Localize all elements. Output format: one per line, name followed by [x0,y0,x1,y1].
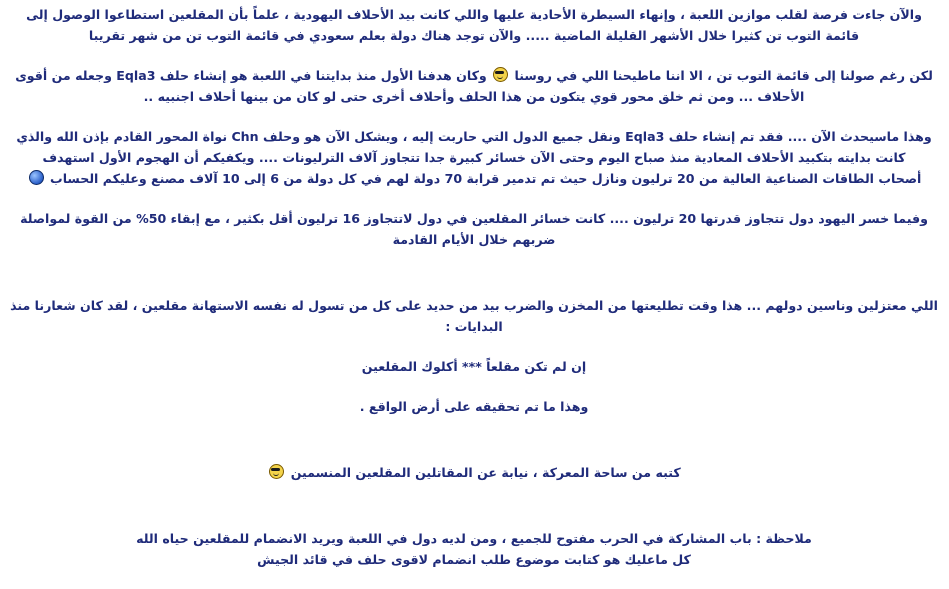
text-line: والآن جاءت فرصة لقلب موازين اللعبة ، وإنهاء السيطرة الأحادية عليها واللي كانت بيد الأحلاف اليهودية ، علماً بأن المقلعين استطاعوا الوصول إلى [26,7,922,22]
paragraph-alliance [6,126,942,189]
cool-smiley-icon [269,464,284,479]
text-line: قائمة التوب تن كثيرا خلال الأشهر القليلة الماضية ..... والآن توجد هناك دولة بعلم سعودي في قائمة التوب تن من شهر تقريبا [88,28,860,43]
text-line: اللي معتزلين وناسين دولهم ... هذا وقت تطليعتها من المخزن والضرب بيد من حديد على كل من تسول له نفسه الاستهانة مقلعين ، لقد كان شعارنا منذ [10,298,938,313]
slogan-line: إن لم تكن مقلعاً *** أكلوك المقلعين [361,359,587,374]
text-line: وفيما خسر اليهود دول تتجاوز قدرتها 20 ترليون .... كانت خسائر المقلعين في دول لاتتجاوز 16 ترليون أقل بكثير ، مع إبقاء 50% من القوة لمواصلة [20,211,928,226]
text-line: وهذا ماسيحدث الآن .... فقد تم إنشاء حلف Eqla3 ونقل جميع الدول التي حاربت إليه ، ويشكل الآن هو وحلف Chn نواة المحور القادم بإذن الله والذي [16,129,932,144]
text-line: كانت بدايته بتكبيد الأحلاف المعادية منذ صباح اليوم وحتى الآن خسائر كبيرة جدا تتجاوز آلاف الترليونات .... ويكفيكم أن الهجوم الأول استهدف [42,150,906,165]
paragraph-losses [6,208,942,250]
text-segment: أصحاب الطاقات الصناعية العالية من 20 ترليون ونازل حيث تم تدمير قرابة 70 دولة لهم في كل دولة من 6 إلى 10 آلاف مصنع وعليكم الحساب [50,171,922,186]
reality-line: وهذا ما تم تحقيقه على أرض الواقع . [359,399,589,414]
text-line [6,168,942,189]
spacer [6,502,942,528]
signature-line [6,462,942,483]
note-paragraph [6,528,942,570]
spacer [6,269,942,295]
text-line: الأحلاف ... ومن ثم خلق محور قوي يتكون من هذا الحلف وأحلاف أخرى حتى لو كان من بينها أحلاف اجنبيه .. [143,89,805,104]
spacer [6,436,942,462]
cool-smiley-icon [493,67,508,82]
forum-post-body [6,4,942,589]
paragraph-call-to-arms [6,295,942,337]
text-line: البدايات : [445,319,503,334]
text-line: ضربهم خلال الأيام القادمة [392,232,556,247]
text-segment: وكان هدفنا الأول منذ بدايتنا في اللعبة هو إنشاء حلف Eqla3 وجعله من أقوى [15,68,487,83]
text-segment: لكن رغم صولنا إلى قائمة التوب تن ، الا اننا ماطيحنا اللي في روسنا [514,68,933,83]
text-line [6,65,942,86]
blue-smiley-icon [29,170,44,185]
signature-text: كتبه من ساحة المعركة ، نيابة عن المقاتلين المقلعين المنسمين [290,465,681,480]
text-line: ملاحظة : باب المشاركة في الحرب مفتوح للجميع ، ومن لديه دول في اللعبة ويريد الانضمام للمقلعين حياه الله [136,531,812,546]
paragraph-goal [6,65,942,107]
paragraph-opportunity [6,4,942,46]
text-line: كل ماعليك هو كتابت موضوع طلب انضمام لاقوى حلف في قائد الجيش [257,552,691,567]
